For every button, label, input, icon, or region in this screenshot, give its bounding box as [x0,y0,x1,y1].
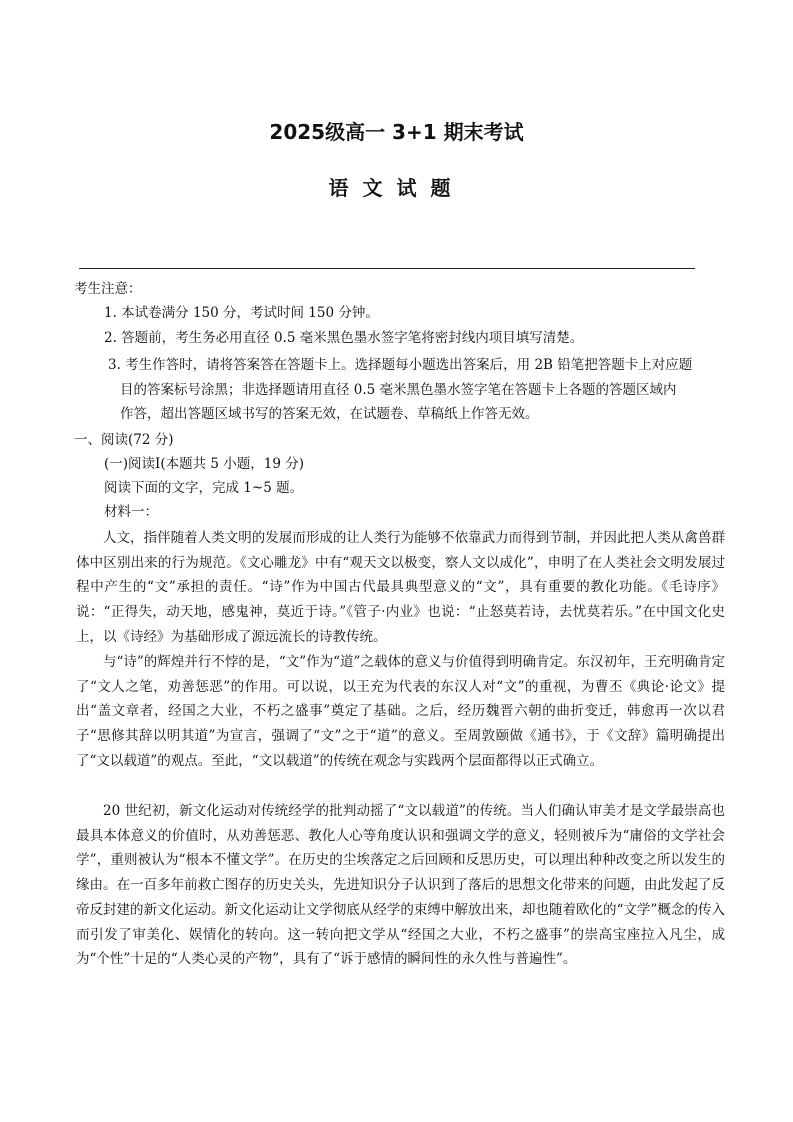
section-heading: 一、阅读(72 分) [74,432,174,448]
notice-item-3-line-3: 作答，超出答题区域书写的答案无效，在试题卷、草稿纸上作答无效。 [120,406,539,422]
material-label: 材料一： [104,504,158,520]
notice-item-2: 2. 答题前，考生务必用直径 0.5 毫米黑色墨水签字笔将密封线内项目填写清楚。 [104,330,584,346]
exam-subtitle: 语文试题 [328,176,465,200]
section-instruction: 阅读下面的文字，完成 1~5 题。 [104,480,304,496]
notice-heading: 考生注意： [74,281,142,297]
exam-title: 2025级高一 3+1 期末考试 [269,120,524,144]
section-sub-heading: (一)阅读Ⅰ(本题共 5 小题，19 分) [104,456,305,472]
passage-paragraph-1: 人文，指伴随着人类文明的发展而形成的让人类行为能够不依靠武力而得到节制，并因此把人类从禽兽群体中区别出来的行为规范。《文心雕龙》中有“观天文以极变，察人文以成化”，申明了在人类社会文明发展过程中产生的“文”承担的责任。“诗”作为中国古代最具典型意义的“文”，具有重要的教化功能。《毛诗序》说：“正得失，动天地，感鬼神，莫近于诗。”《管子·内业》也说：“止怒莫若诗，去忧莫若乐。”在中国文化史上，以《诗经》为基础形成了源远流长的诗教传统。 [76,530,725,645]
notice-item-1: 1. 本试卷满分 150 分，考试时间 150 分钟。 [104,305,379,321]
header-divider [79,268,695,269]
passage-paragraph-2: 与“诗”的辉煌并行不悖的是，“文”作为“道”之载体的意义与价值得到明确肯定。东汉初年，王充明确肯定了“文人之笔，劝善惩恶”的作用。可以说，以王充为代表的东汉人对“文”的重视，为曹丕《典论·论文》提出“盖文章者，经国之大业，不朽之盛事”奠定了基础。之后，经历魏晋六朝的曲折变迁，韩愈再一次以君子“思修其辞以明其道”为宣言，强调了“文”之于“道”的意义。至周敦颐做《通书》，于《文辞》篇明确提出了“文以载道”的观点。至此，“文以载道”的传统在观念与实践两个层面都得以正式确立。 [76,654,725,769]
notice-item-3-line-1: 3. 考生作答时，请将答案答在答题卡上。选择题每小题选出答案后，用 2B 铅笔把答题卡上对应题 [108,357,693,373]
passage-paragraph-3: 20 世纪初，新文化运动对传统经学的批判动摇了“文以载道”的传统。当人们确认审美才是文学最崇高也最具本体意义的价值时，从劝善惩恶、教化人心等角度认识和强调文学的意义，轻则被斥为“庸俗的文学社会学”，重则被认为“根本不懂文学”。在历史的尘埃落定之后回顾和反思历史，可以理出种种改变之所以发生的缘由。在一百多年前救亡图存的历史关头，先进知识分子认识到了落后的思想文化带来的问题，由此发起了反帝反封建的新文化运动。新文化运动让文学彻底从经学的束缚中解放出来，却也随着欧化的“文学”概念的传入而引发了审美化、娱情化的转向。这一转向把文学从“经国之大业，不朽之盛事”的崇高宝座拉入凡尘，成为“个性”十足的“人类心灵的产物”，具有了“诉于感情的瞬间性的永久性与普遍性”。 [76,803,725,968]
notice-item-3-line-2: 目的答案标号涂黑；非选择题请用直径 0.5 毫米黑色墨水签字笔在答题卡上各题的答题区域内 [120,382,677,398]
